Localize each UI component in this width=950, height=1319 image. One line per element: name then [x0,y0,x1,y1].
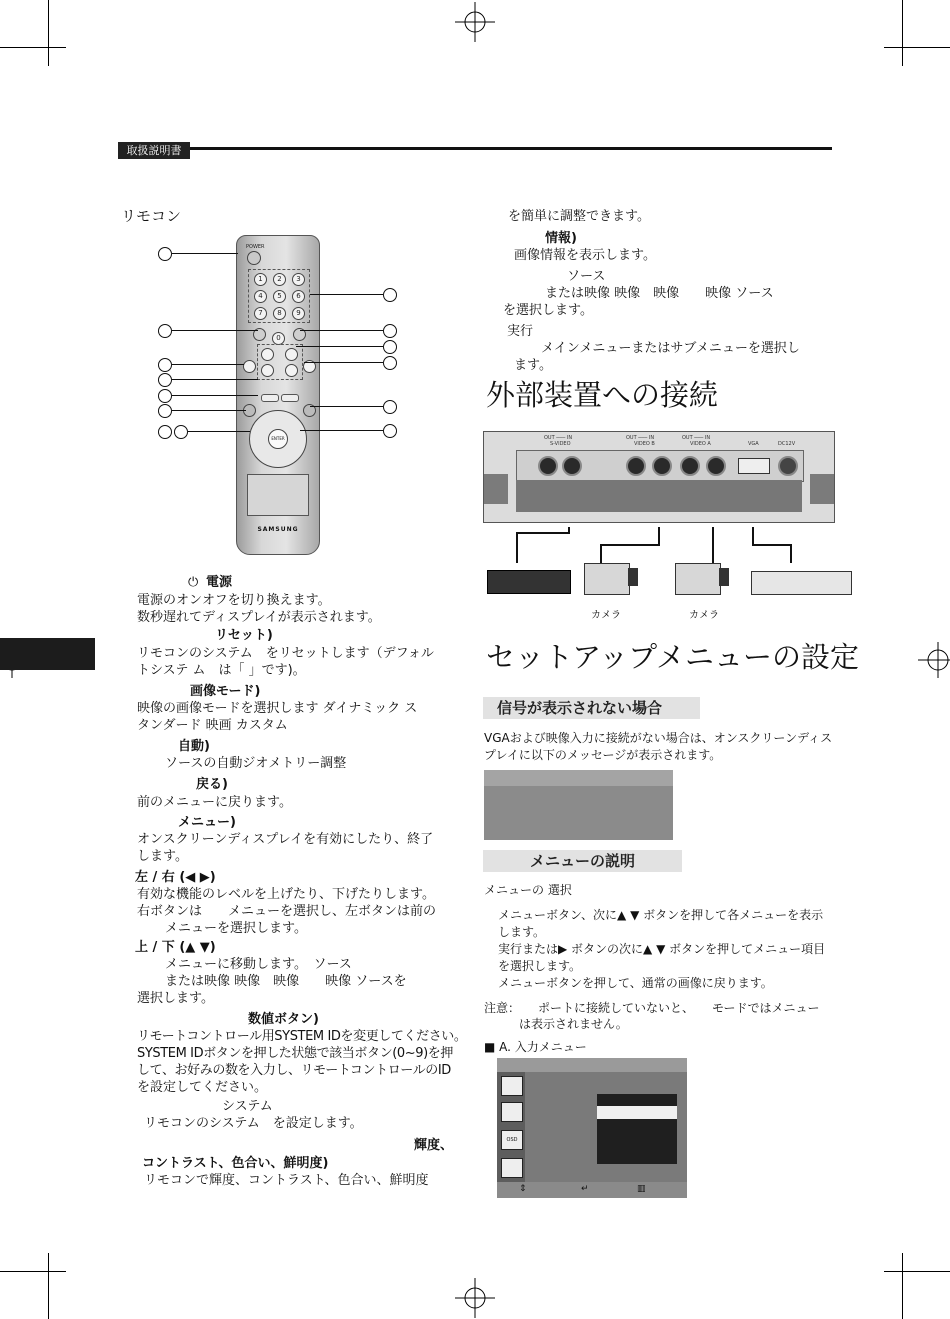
crop-mark [0,1271,66,1272]
camera-2 [675,563,721,595]
input-menu-heading: ■ A. 入力メニュー [484,1040,587,1054]
callout [383,356,397,370]
panel-label: VIDEO A [690,441,711,447]
callout [383,340,397,354]
svideo-in-connector [562,456,582,476]
callout [174,425,188,439]
crop-mark [884,1271,950,1272]
registration-mark [455,1278,495,1318]
crop-mark [48,0,49,66]
reset-text: リモコンのシステム をリセットします（デフォル [137,646,434,661]
reset-text: トシステ ム は「 」です)。 [137,663,306,678]
nosignal-text: VGAおよび映像入力に接続がない場合は、オンスクリーンディス [484,731,833,745]
updown-icon: ⇕ [519,1184,527,1194]
crop-mark [902,0,903,66]
callout [158,404,172,418]
power-text: 電源のオンオフを切り換えます。 [137,593,331,608]
picture-text: 映像の画像モードを選択します ダイナミック ス [137,701,418,716]
menu-step: 実行または▶ ボタンの次に▲ ▼ ボタンを押してメニュー項目 [498,942,826,956]
vga-device [751,571,852,595]
menu-text: オンスクリーンディスプレイを有効にしたり、終了 [137,832,434,847]
callout-line [172,379,258,380]
system-text: リモコンのシステム を設定します。 [144,1116,363,1131]
updown-text: 選択します。 [137,991,214,1006]
exec-text: メインメニューまたはサブメニューを選択し [541,341,800,356]
panel-label: VIDEO B [634,441,655,447]
panel-label: S-VIDEO [550,441,571,447]
exec-heading: 実行 [507,324,534,339]
menu-icon: ▥ [637,1184,646,1194]
number-heading: 数値ボタン) [248,1012,319,1027]
setup-title: セットアップメニューの設定 [486,640,859,674]
crop-mark [884,47,950,48]
camera-2-label: カメラ [689,610,719,621]
direction-pad [249,410,307,468]
back-text: 前のメニューに戻ります。 [137,795,292,810]
enter-icon: ↵ [581,1184,589,1194]
rear-panel-illustration [483,431,835,523]
intro-text: を簡単に調整できます。 [508,209,650,224]
callout [158,324,172,338]
vga-connector [738,458,770,474]
note-text: 注意： ポートに接続していないと、 モードではメニュー [484,1001,820,1015]
menu-step: します。 [498,925,546,939]
setup-menu-icon [501,1158,523,1178]
picture-menu-icon [501,1102,523,1122]
menu-description-bar: メニューの説明 [483,850,682,872]
callout-line [304,362,383,363]
camera-1-label: カメラ [591,610,621,621]
nosignal-message-screenshot [484,770,673,840]
updown-text: メニューに移動します。 ソース [165,957,352,972]
panel-label: VGA [748,441,759,447]
video-b-in-connector [652,456,672,476]
panel-label: OUT ─── IN [544,435,573,441]
power-label: POWER [246,244,265,250]
header-rule [190,147,832,150]
callout [158,389,172,403]
callout [383,424,397,438]
input-menu-icon [501,1076,523,1096]
menu-select-heading: メニューの 選択 [484,883,572,897]
source-text: を選択します。 [503,303,593,318]
registration-mark [455,2,495,42]
auto-heading: 自動) [178,739,210,754]
power-icon: ⏻ [188,575,199,590]
number-pad: 1 2 3 4 5 6 7 8 9 [248,269,310,323]
callout-line [172,253,238,254]
number-text: して、お好みの数を入力し、リモートコントロールのID [137,1063,451,1078]
registration-mark [918,640,950,680]
header-badge: 取扱説明書 [118,142,190,159]
callout [383,324,397,338]
power-text: 数秒遅れてディスプレイが表示されます。 [137,610,381,625]
remote-title: リモコン [121,207,182,225]
callout-line [296,346,383,347]
updown-heading: 上 / 下 (▲ ▼) [135,940,216,955]
panel-label: OUT ─── IN [682,435,711,441]
callout-line [172,395,258,396]
nosignal-text: プレイに以下のメッセージが表示されます。 [484,748,722,762]
video-b-out-connector [626,456,646,476]
menu-heading: メニュー) [178,815,236,830]
video-a-out-connector [680,456,700,476]
number-text: SYSTEM IDボタンを押した状態で該当ボタン(0~9)を押 [137,1046,453,1061]
brightness-text: コントラスト、色合い、鮮明度) [142,1156,329,1171]
remote-control-illustration: POWER 1 2 3 4 5 6 7 8 9 0 ENTER SAMSUNG [236,235,320,555]
callout-line [172,364,244,365]
video-a-in-connector [706,456,726,476]
camera-1 [584,563,630,595]
callout [158,358,172,372]
callout-line [300,430,383,431]
callout-line [172,330,258,331]
menu-step: を選択します。 [498,959,582,973]
power-button [247,251,261,265]
enter-button: ENTER [268,429,288,449]
menu-text: します。 [137,849,188,864]
callout [158,373,172,387]
callout-line [300,330,383,331]
svideo-device [487,570,571,594]
brand-label: SAMSUNG [257,526,299,533]
note-text: は表示されません。 [519,1017,628,1031]
camera-2-lens [719,568,729,586]
system-heading: システム [222,1099,273,1114]
crop-mark [0,47,66,48]
info-heading: 情報) [545,231,577,246]
callout-line [310,406,383,407]
panel-label: DC12V [778,441,796,447]
updown-text: または映像 映像 映像 映像 ソースを [165,974,407,989]
number-text: を設定してください。 [137,1080,268,1095]
crop-mark [902,1253,903,1319]
source-text: または映像 映像 映像 映像 ソース [545,286,774,301]
brightness-heading: 輝度、 [414,1138,454,1153]
reset-heading: リセット) [215,628,273,643]
power-heading: 電源 [206,575,233,590]
picture-text: タンダード 映画 カスタム [137,718,288,733]
back-heading: 戻る) [196,777,228,792]
input-menu-screenshot [497,1058,687,1198]
leftright-heading: 左 / 右 (◀ ▶) [135,870,216,885]
info-text: 画像情報を表示します。 [514,248,656,263]
external-title: 外部装置への接続 [486,378,719,412]
picture-heading: 画像モード) [190,684,261,699]
connection-lines [483,521,853,571]
brightness-text: リモコンで輝度、コントラスト、色合い、鮮明度 [144,1173,429,1188]
dc-connector [778,456,798,476]
exec-text: ます。 [514,358,552,373]
leftright-text: メニューを選択します。 [165,921,307,936]
leftright-text: 右ボタンは メニューを選択し、左ボタンは前の [137,904,437,919]
callout [383,400,397,414]
auto-text: ソースの自動ジオメトリー調整 [165,756,347,771]
nosignal-bar: 信号が表示されない場合 [483,697,700,719]
callout [158,425,172,439]
camera-1-lens [628,568,638,586]
menu-step: メニューボタン、次に▲ ▼ ボタンを押して各メニューを表示 [498,908,824,922]
menu-step: メニューボタンを押して、通常の画像に戻ります。 [498,976,773,990]
side-tab [0,638,95,670]
number-text: リモートコントロール用SYSTEM IDを変更してください。 [137,1029,467,1044]
callout-line [172,410,246,411]
leftright-text: 有効な機能のレベルを上げたり、下げたりします。 [137,887,435,902]
panel-label: OUT ─── IN [626,435,655,441]
source-heading: ソース [567,269,606,284]
selected-menu-item [597,1106,677,1119]
callout-line [188,431,250,432]
osd-menu-icon: OSD [501,1130,523,1150]
callout [383,288,397,302]
callout-line [310,294,383,295]
crop-mark [48,1253,49,1319]
svideo-out-connector [538,456,558,476]
callout [158,247,172,261]
